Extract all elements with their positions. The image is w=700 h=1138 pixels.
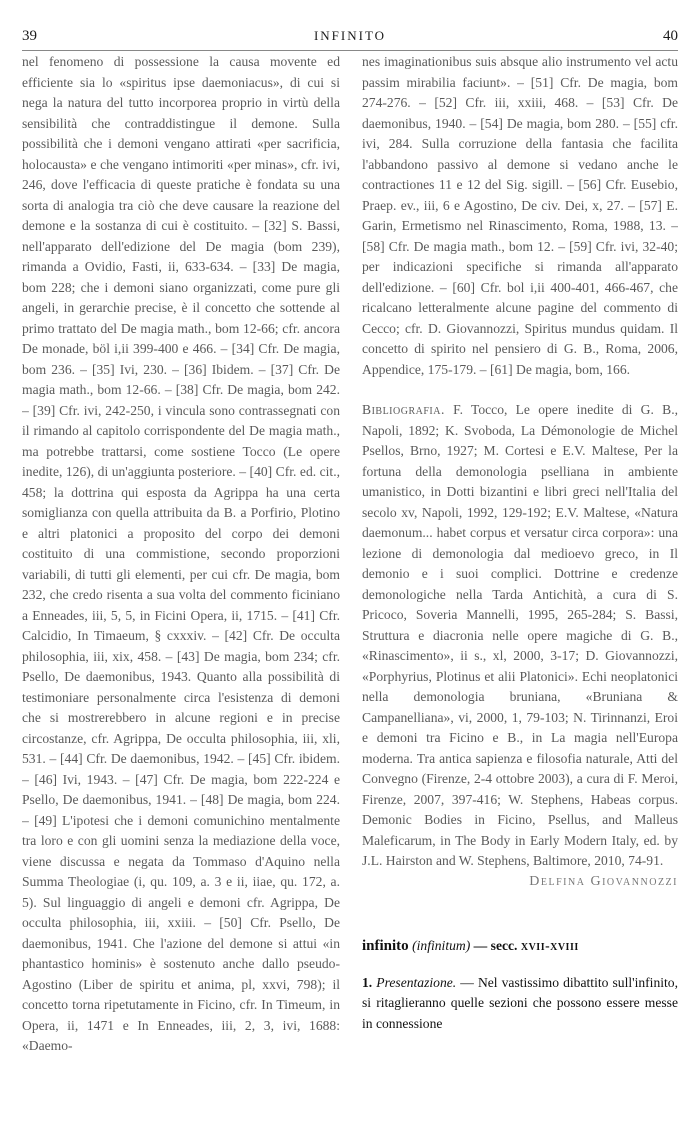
endnotes-text-right: nes imaginationibus suis absque alio instrumento vel actu passim mirabilia faciunt». – [51] Cfr. De magia, bom 274-276. – [52] Cfr. iii, xxiii, 468. – [53] Cfr. De daemonibus, 1940. – [54] De magia, bom 280. – [55] cfr. ivi, 284. Sulla corruzione della fantasia che facilita l'abbandono passivo al demone si vedano anche le contractiones 11 e 12 del Sig. sigill. – [56] Cfr. Eusebio, Praep. ev., iii, 6 e Agostino, De civ. Dei, x, 27. – [57] E. Garin, Ermetismo nel Rinascimento, Roma, 1988, 13. – [58] Cfr. De magia math., bom 12. – [59] Cfr. ivi, 32-40; per indicazioni specifiche si rimanda all'apparato dell'edizione. – [60] Cfr. bol i,ii 400-401, 466-467, che ricalcano letteralmente alcune pagine del commento di Cecco; cfr. D. Giovannozzi, Spiritus mundus quidam. Il concetto di spirito nel pensiero di G. B., Roma, 2006, Appendice, 175-179. – [61] De magia, bom, 166. [362, 54, 678, 377]
entry-century-range: xvii-xviii [520, 938, 579, 953]
running-header [22, 28, 678, 46]
endnotes-text-left: nel fenomeno di possessione la causa movente ed efficiente sia lo «spiritus ipse daemoniacus», di cui si nega la natura del tutto incorporea proprio in virtù della sensibilità che contraddistingue il demone. Sulla possibilità che i demoni vengano attirati «per sacrificia, holocausta» e che vengano intimoriti «per minas», cfr. ivi, 246, dove l'efficacia di queste pratiche è fondata su una sorta di analogia tra ciò che deve causare la reazione del demone e la sostanza di cui è costituito. – [32] S. Bassi, nell'apparato dell'edizione del De magia (bom 239), rimanda a Ovidio, Fasti, ii, 633-634. – [33] De magia, bom 228; che i demoni siano organizzati, come pure gli angeli, in gerarchie precise, è il concetto che sottende al primo trattato del De magia math., bom 12-66; cfr. ancora De monade, böl i,ii 399-400 e 466. – [34] Cfr. De magia, bom 236. – [35] Ivi, 230. – [36] Ibidem. – [37] Cfr. De magia math., bom 12-66. – [38] Cfr. De magia, bom 242. – [39] Cfr. ivi, 242-250, i vincula sono contrassegnati con il rimando al capitolo corrispondente del De magia math., ma potrebbe trattarsi, come sostiene Tocco (Le opere inedite, 126), di un'aggiunta posteriore. – [40] Cfr. ed. cit., 458; la dottrina qui esposta da Agrippa ha una certa somiglianza con quella attribuita da B. a Porfirio, Plotino e altri platonici a proposito del corpo dei demoni costituito di una commistione, secondo proporzioni variabili, di tutti gli elementi, per cui cfr. De magia, bom 232, che credo risenta a sua volta del commento ficiniano a Enneades, iii, 5, 5, in Ficini Opera, ii, 1715. – [41] Cfr. Calcidio, In Timaeum, § cxxxiv. – [42] Cfr. De occulta philosophia, iii, xix, 458. – [43] De magia, bom 234; cfr. Psello, De daemonibus, 1943. Quanto alla possibilità di testimoniare personalmente circa l'esistenza di demoni che si mostrerebbero in alcune regioni e in precise circostanze, cfr. Agrippa, De occulta philosophia, iii, xli, 531. – [44] Cfr. De daemonibus, 1942. – [45] Cfr. ibidem. – [46] Ivi, 1943. – [47] Cfr. De magia, bom 222-224 e Psello, De daemonibus, 1941. – [48] De magia, bom 224. – [49] L'ipotesi che i demoni comunichino mentalmente tra loro e con gli uomini senza la mediazione della voce, viene discussa e negata da Tommaso d'Aquino nella Summa Theologiae (i, qu. 109, a. 3 e ii, iiae, qu. 172, a. 5). Sul linguaggio di angeli e demoni cfr. Agrippa, De occulta philosophia, iii, xxiii. – [50] Cfr. Psello, De daemonibus, 1941. Che l'azione del demone si attui «in phantastico hominis» è sostenuto anche dallo pseudo-Agostino (Liber de spiritu et anima, pl, xxvi, 798); il concetto torna ripetutamente in Ficino, cfr. In Timeum, in Opera, ii, 1471 e In Enneades, iii, 2, 3, ivi, 1688: «Daemo- [22, 54, 340, 1053]
author-signature: Delfina Giovannozzi [529, 873, 678, 889]
section-text: — Nel vastissimo dibattito sull'infinito, si ritaglieranno quelle sezioni che possono essere messe in connessione [362, 974, 678, 1031]
bibliography-text: F. Tocco, Le opere inedite di G. B., Napoli, 1892; K. Svoboda, La Démonologie de Michel Psellos, Brno, 1927; M. Cortesi e E.V. Maltese, Per la fortuna della demonologia pselliana in ambiente umanistico, in Dotti bizantini e libri greci nell'Italia del secolo xv, Napoli, 1992, 129-192; E.V. Maltese, «Natura daemonum... habet corpus et versatur circa corpora»: una lezione di demonologia dal medioevo greco, in Il demonio e i suoi complici. Dottrine e credenze demonologiche nella Tarda Antichità, a cura di S. Pricoco, Soveria Mannelli, 1995, 265-284; S. Bassi, Struttura e diacronia nelle opere magiche di G. B., «Rinascimento», ii s., xl, 2000, 3-17; D. Giovannozzi, «Porphyrius, Plotinus et alii Platonici». Echi neoplatonici nella demonologia bruniana, «Bruniana & Campanelliana», vi, 2000, 1, 79-103; N. Tirinnanzi, Eroi e demoni tra Ficino e B., in La magia nell'Europa moderna. Tra antica sapienza e filosofia naturale, Atti del Convegno (Firenze, 2-4 ottobre 2003), a cura di F. Meroi, Firenze, 2007, 397-416; W. Stephens, Habeas corpus. Demonic Bodies in Ficino, Psellus, and Malleus Maleficarum, in The Body in Early Modern Italy, ed. by J.L. Hairston and W. Stephens, Baltimore, 2010, 74-91. [362, 402, 678, 868]
running-title: INFINITO [313, 28, 387, 43]
bibliography-label: Bibliografia. [362, 402, 445, 417]
page-number-left: 39 [22, 28, 37, 44]
right-column [362, 52, 678, 1112]
left-column [22, 52, 340, 1112]
entry-dash: — secc. [473, 938, 518, 953]
page-number-right: 40 [663, 28, 678, 44]
entry-latin: (infinitum) [412, 938, 471, 953]
entry-heading [362, 936, 678, 957]
section-title: Presentazione. [376, 974, 457, 990]
section-presentazione [362, 973, 678, 1035]
header-rule [22, 50, 678, 51]
section-number: 1. [362, 974, 373, 990]
bibliography [362, 400, 678, 872]
entry-headword: infinito [362, 938, 409, 954]
